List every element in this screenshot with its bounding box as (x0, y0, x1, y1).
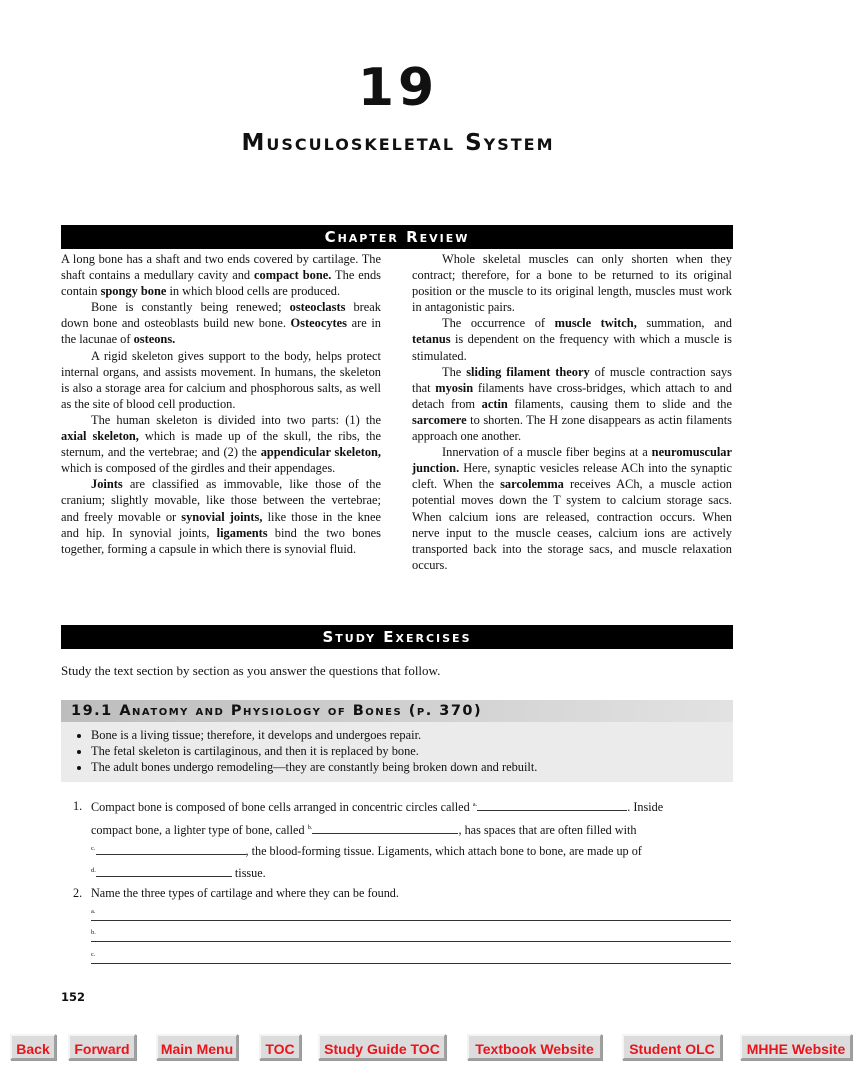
answer-blank-c[interactable] (96, 843, 246, 855)
answer-line-c[interactable] (91, 951, 731, 964)
forward-button[interactable]: Forward (68, 1034, 136, 1060)
review-paragraph: A rigid skeleton gives support to the body, helps protect internal organs, and assists movement. In humans, the skeleton is also a storage area for calcium and phosphorous salts, as well as the site of blood cell production. (61, 348, 381, 411)
textbook-website-button[interactable]: Textbook Website (467, 1034, 602, 1060)
bullet-item: • Bone is a living tissue; therefore, it develops and undergoes repair. (91, 728, 733, 744)
mhhe-website-button[interactable]: MHHE Website (740, 1034, 852, 1060)
question-text: Name the three types of cartilage and where they can be found. (91, 886, 399, 900)
review-paragraph: The human skeleton is divided into two parts: (1) the axial skeleton, which is made up of the skull, the ribs, the sternum, and the vertebrae; and (2) the appendicular skeleton, which is composed of the girdles and their appendages. (61, 412, 381, 476)
section-19-1-box (61, 700, 733, 782)
key-term: Joints (91, 477, 123, 492)
study-exercises-heading: Study Exercises (61, 625, 733, 649)
page-number: 152 (61, 990, 86, 1004)
blank-label: a. (91, 908, 96, 915)
key-term: osteons. (133, 332, 176, 347)
review-paragraph: The sliding filament theory of muscle contraction says that myosin filaments have cross-bridges, which attach to and detach from actin filaments, causing them to slide and the sarcomere to shorten. The H zone disappears as actin filaments approach one another. (412, 364, 732, 444)
answer-line-b[interactable] (91, 929, 731, 942)
main-menu-button[interactable]: Main Menu (156, 1034, 238, 1060)
answer-blank-b[interactable] (312, 822, 458, 834)
review-paragraph: A long bone has a shaft and two ends covered by cartilage. The shaft contains a medullary cavity and compact bone. The ends contain spongy bone in which blood cells are produced. (61, 252, 381, 299)
key-term: synovial joints, (181, 509, 263, 524)
question-text: compact bone, a lighter type of bone, called (91, 823, 305, 837)
chapter-title: Musculoskeletal System (241, 130, 555, 156)
chapter-review-heading: Chapter Review (61, 225, 733, 249)
review-paragraph: The occurrence of muscle twitch, summation, and tetanus is dependent on the frequency with which a muscle is stimulated. (412, 316, 732, 363)
blank-label: c. (91, 951, 96, 958)
review-right-column (412, 251, 732, 573)
blank-label: d. (91, 867, 96, 874)
key-term: tetanus (412, 332, 451, 347)
back-button[interactable]: Back (10, 1034, 56, 1060)
section-19-1-title: 19.1 Anatomy and Physiology of Bones (p. 370) (61, 700, 733, 722)
question-text: tissue. (234, 866, 266, 880)
chapter-number: 19 (357, 58, 439, 118)
review-paragraph: Bone is constantly being renewed; osteoclasts break down bone and osteoblasts build new bone. Osteocytes are in the lacunae of osteons. (61, 300, 381, 347)
study-guide-toc-button[interactable]: Study Guide TOC (318, 1034, 446, 1060)
question-text: , the blood-forming tissue. Ligaments, which attach bone to bone, are made up of (245, 844, 642, 858)
question-text: . Inside (627, 800, 664, 814)
bullet-item: • The adult bones undergo remodeling—they are constantly being broken down and rebuilt. (91, 760, 733, 776)
key-term: actin (481, 396, 508, 411)
question-number: 2. (73, 886, 83, 900)
blank-label: b. (91, 929, 96, 936)
review-left-column (61, 251, 381, 557)
key-term: osteoclasts (289, 300, 346, 315)
key-term: muscle twitch, (554, 316, 637, 331)
answer-blank-a[interactable] (477, 799, 627, 811)
student-olc-button[interactable]: Student OLC (622, 1034, 722, 1060)
question-text: , has spaces that are often filled with (458, 823, 637, 837)
key-term: axial skeleton, (61, 429, 139, 444)
toc-button[interactable]: TOC (259, 1034, 301, 1060)
review-paragraph: Whole skeletal muscles can only shorten when they contract; therefore, for a bone to be returned to its original position or the muscle to its original length, muscles must work in antagonistic pairs. (412, 252, 732, 315)
key-term: appendicular skeleton, (260, 445, 381, 460)
question-number: 1. (73, 799, 83, 813)
blank-label: b. (307, 824, 313, 831)
review-paragraph: Joints are classified as immovable, like those of the cranium; slightly movable, like those between the vertebrae; and freely movable or synovial joints, like those in the knee and hip. In synovial joints, ligaments bind the two bones together, forming a capsule in which there is synovial fluid. (61, 477, 381, 556)
key-term: sliding filament theory (466, 364, 590, 379)
key-term: Osteocytes (290, 316, 347, 331)
key-term: ligaments (216, 525, 268, 540)
exercises-intro: Study the text section by section as you answer the questions that follow. (61, 663, 441, 678)
key-term: sarcomere (412, 412, 467, 427)
answer-line-a[interactable] (91, 908, 731, 921)
question-text: Compact bone is composed of bone cells arranged in concentric circles called (91, 800, 470, 814)
key-term: myosin (435, 380, 474, 395)
blank-label: c. (91, 845, 96, 852)
key-term: neuromuscular junction. (412, 445, 732, 476)
key-term: sarcolemma (500, 477, 564, 492)
bullet-item: • The fetal skeleton is cartilaginous, and then it is replaced by bone. (91, 744, 733, 760)
key-term: spongy bone (100, 284, 167, 299)
review-paragraph: Innervation of a muscle fiber begins at a neuromuscular junction. Here, synaptic vesicles release ACh into the synaptic cleft. When the sarcolemma receives ACh, a muscle action potential moves down the T system to calcium storage sacs. When calcium ions are released, contraction occurs. When nerve input to the muscle ceases, calcium ions are actively transported back into the storage sacs, and muscle relaxation occurs. (412, 445, 732, 572)
key-term: compact bone. (254, 268, 332, 283)
blank-label: a. (472, 801, 478, 808)
section-bullets (61, 728, 733, 775)
answer-blank-d[interactable] (96, 865, 232, 877)
